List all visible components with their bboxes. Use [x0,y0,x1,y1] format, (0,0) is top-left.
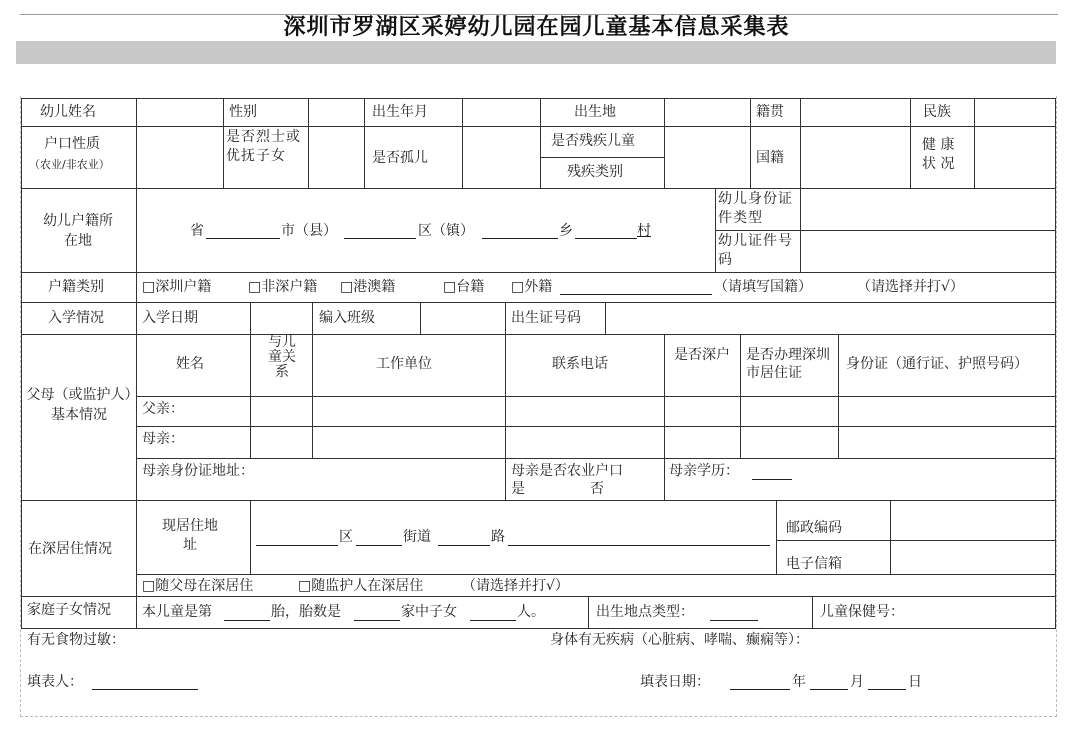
table-rule [21,596,1055,597]
table-rule [1055,98,1056,629]
fill-blank-line[interactable] [92,689,198,690]
table-rule [21,334,1055,335]
header-band [16,41,1056,64]
label-living-choose: （请选择并打√） [462,578,569,594]
header-phone: 联系电话 [552,356,608,372]
label-month: 月 [850,674,864,690]
table-rule [740,334,741,458]
label-child-name: 幼儿姓名 [40,104,96,120]
table-rule [21,500,1055,501]
label-parents-info: 父母（或监护人）基本情况 [26,387,132,423]
label-email: 电子信箱 [786,556,842,572]
label-hukou-type: 户口性质 [44,136,100,152]
label-class: 编入班级 [319,310,375,326]
label-current-address: 现居住地址 [162,518,218,553]
option-no[interactable]: 否 [590,481,604,497]
table-rule [812,596,813,628]
table-rule [250,500,251,574]
table-rule [800,188,801,272]
checkbox-shenzhen[interactable]: □深圳户籍 [142,279,212,295]
table-rule [420,302,421,334]
label-postcode: 邮政编码 [786,520,842,536]
label-addr-district: 区 [339,529,353,545]
table-rule [136,426,1055,427]
label-disabled-child: 是否残疾儿童 [551,133,635,149]
header-workplace: 工作单位 [376,356,432,372]
table-rule [890,500,891,574]
checkbox-with-guardian[interactable]: □随监护人在深居住 [298,578,424,594]
label-orphan: 是否孤儿 [372,150,428,166]
table-rule [21,126,1055,127]
label-mother-farm-hukou: 母亲是否农业户口 [511,463,623,479]
label-addr-street: 街道 [403,529,431,545]
label-village: 村 [637,223,651,239]
label-district: 区（镇） [418,223,474,239]
label-birthplace: 出生地 [574,104,616,120]
label-fill-date: 填表日期： [640,674,710,690]
table-rule [910,98,911,188]
label-health-number: 儿童保健号： [820,604,904,620]
header-shenzhen-hukou: 是否深户 [674,347,730,363]
table-rule [800,98,801,188]
checkbox-with-parents[interactable]: □随父母在深居住 [142,578,254,594]
fill-blank-line[interactable] [710,620,758,621]
table-rule [21,98,1055,99]
table-rule [21,272,1055,273]
table-rule [588,596,589,628]
label-enrollment: 入学情况 [48,310,104,326]
table-rule [250,302,251,334]
label-province: 省 [190,223,204,239]
label-mother: 母亲： [142,431,184,447]
text-birth-count: 胎，胎数是 [271,604,341,620]
label-id-number: 幼儿证件号码 [718,233,793,268]
option-yes[interactable]: 是 [511,481,525,497]
table-rule [974,98,975,188]
table-rule [715,188,716,272]
fill-blank-line[interactable] [868,689,906,690]
label-city: 市（县） [281,223,337,239]
table-rule [776,500,777,574]
table-rule [664,98,665,188]
table-rule [505,302,506,334]
table-rule [21,98,22,629]
fill-blank-line[interactable] [810,689,848,690]
label-gender: 性别 [229,104,257,120]
label-family-children: 家庭子女情况 [27,602,111,618]
fill-blank-line[interactable] [206,238,280,239]
table-rule [605,302,606,334]
label-choose-tick: （请选择并打√） [857,279,964,295]
label-birth-cert: 出生证号码 [511,310,581,326]
table-rule [838,334,839,458]
label-household-category: 户籍类别 [48,279,104,295]
table-rule [21,188,1055,189]
checkbox-taiwan[interactable]: □台籍 [443,279,485,295]
fill-blank-line[interactable] [470,620,516,621]
label-township: 乡 [559,223,573,239]
label-food-allergy: 有无食物过敏： [27,632,125,648]
fill-blank-line[interactable] [482,238,558,239]
fill-blank-line[interactable] [730,689,790,690]
form-title: 深圳市罗湖区采婷幼儿园在园儿童基本信息采集表 [283,14,790,40]
label-martyr-child: 是否烈士或优抚子女 [226,129,301,164]
header-id-number: 身份证（通行证、护照号码） [846,356,1028,372]
table-rule [312,302,313,334]
label-native-place: 籍贯 [756,104,784,120]
text-persons: 人。 [517,604,545,620]
table-rule [540,98,541,188]
table-rule [136,396,1055,397]
table-rule [250,334,251,458]
label-hukou-sub: （农业/非农业） [29,158,110,171]
table-rule [136,574,1055,575]
label-health: 健 康 状 况 [922,137,955,172]
label-disability-type: 残疾类别 [567,164,623,180]
table-rule [308,98,309,188]
header-residence-permit: 是否办理深圳市居住证 [746,347,830,381]
fill-blank-line[interactable] [344,238,416,239]
label-day: 日 [908,674,922,690]
text-children-count: 家中子女 [401,604,457,620]
label-id-type: 幼儿身份证件类型 [718,191,793,226]
label-mother-id-address: 母亲身份证地址： [142,463,254,479]
checkbox-hk-macao[interactable]: □港澳籍 [340,279,396,295]
header-relation: 与儿童关系 [268,334,296,380]
label-addr-road: 路 [491,529,505,545]
label-household-location: 幼儿户籍所在地 [43,213,113,249]
label-filler: 填表人： [27,674,83,690]
fill-blank-line[interactable] [354,620,400,621]
table-rule [21,302,1055,303]
label-fill-nationality: （请填写国籍） [714,279,812,295]
table-rule [462,98,463,188]
fill-blank-line[interactable] [752,479,792,480]
table-rule [223,98,224,188]
text-child-order: 本儿童是第 [142,604,212,620]
table-rule [312,334,313,458]
label-nationality: 国籍 [756,150,784,166]
table-rule [540,157,664,158]
fill-blank-line[interactable] [356,545,402,546]
label-birth-date: 出生年月 [372,104,428,120]
label-year: 年 [792,674,806,690]
fill-blank-line[interactable] [508,545,770,546]
label-ethnicity: 民族 [923,104,951,120]
fill-blank-line[interactable] [256,545,338,546]
fill-blank-line[interactable] [560,294,712,295]
label-enroll-date: 入学日期 [142,310,198,326]
fill-blank-line[interactable] [438,545,490,546]
fill-blank-line[interactable] [575,238,637,239]
table-rule [715,230,1055,231]
table-rule [364,98,365,188]
checkbox-non-shenzhen[interactable]: □非深户籍 [248,279,318,295]
label-father: 父亲： [142,401,184,417]
label-disease: 身体有无疾病（心脏病、哮喘、癫痫等）： [550,632,809,648]
table-rule [750,98,751,188]
label-birth-place-type: 出生地点类型： [596,604,694,620]
table-rule [664,334,665,500]
header-name: 姓名 [176,356,204,372]
fill-blank-line[interactable] [224,620,270,621]
label-living-situation: 在深居住情况 [28,541,112,557]
table-rule [21,628,1055,629]
table-rule [136,98,137,629]
label-mother-education: 母亲学历： [669,463,739,479]
checkbox-foreign[interactable]: □外籍 [511,279,553,295]
table-rule [505,334,506,500]
table-rule [136,458,1055,459]
table-rule [776,540,1055,541]
